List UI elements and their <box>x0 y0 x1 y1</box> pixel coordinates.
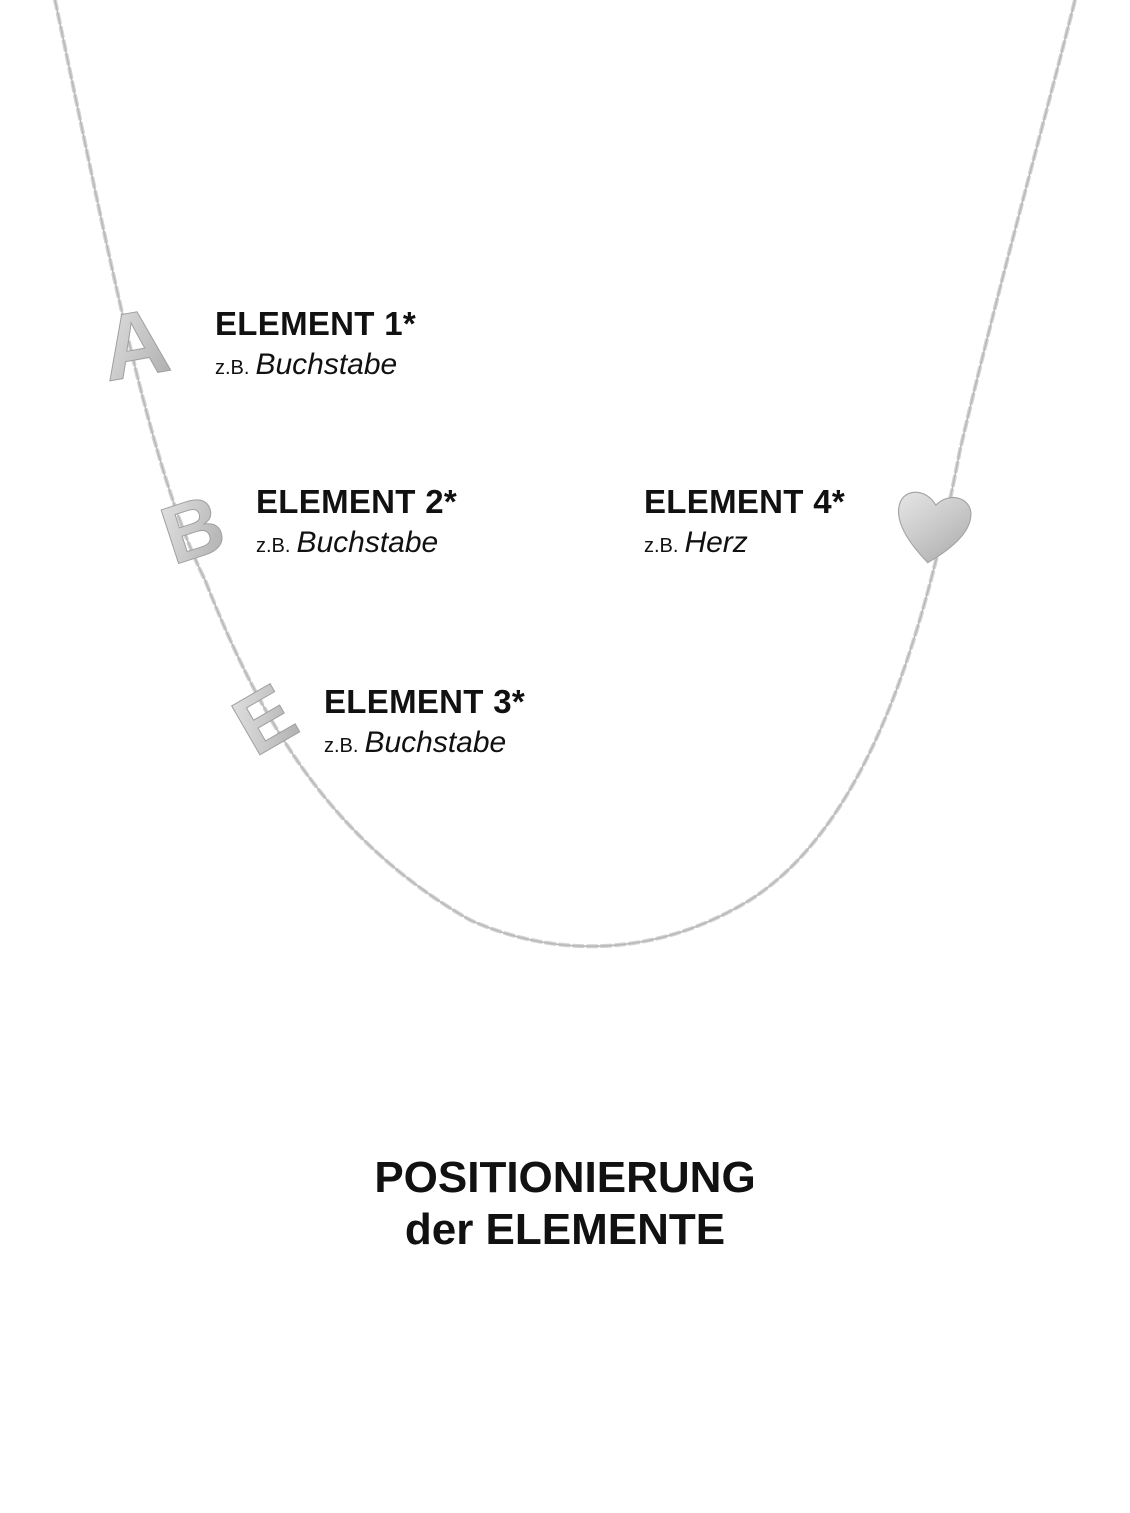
element-2-example-text: Buchstabe <box>296 526 439 559</box>
svg-text:B: B <box>150 477 236 583</box>
charm-letter-e <box>219 667 312 773</box>
element-2-example <box>256 525 457 566</box>
element-4-example <box>644 525 845 566</box>
element-4-label <box>644 483 845 566</box>
svg-text:A: A <box>93 289 177 401</box>
element-3-title: ELEMENT 3* <box>324 683 526 720</box>
element-1-example-text: Buchstabe <box>255 348 398 381</box>
element-1-label <box>215 305 416 388</box>
charm-letter-a <box>93 289 176 401</box>
caption-line-1: POSITIONIERUNG <box>374 1153 756 1202</box>
element-4-prefix: z.B. <box>644 535 679 557</box>
element-4-example-text: Herz <box>684 526 748 559</box>
element-1-example <box>215 347 416 388</box>
charm-letter-b <box>151 478 235 583</box>
element-2-label <box>256 483 457 566</box>
element-1-prefix: z.B. <box>215 357 250 379</box>
caption-line-2: der ELEMENTE <box>404 1205 726 1254</box>
element-3-example <box>324 725 525 766</box>
element-1-title: ELEMENT 1* <box>215 305 417 342</box>
element-2-prefix: z.B. <box>256 535 291 557</box>
element-2-title: ELEMENT 2* <box>256 483 458 520</box>
element-3-prefix: z.B. <box>324 735 359 757</box>
svg-text:E: E <box>218 666 312 774</box>
element-3-label <box>324 683 525 766</box>
element-3-example-text: Buchstabe <box>364 726 507 759</box>
caption <box>0 1152 1130 1256</box>
heart-icon <box>892 490 973 568</box>
element-4-title: ELEMENT 4* <box>644 483 846 520</box>
chain <box>55 0 1075 946</box>
